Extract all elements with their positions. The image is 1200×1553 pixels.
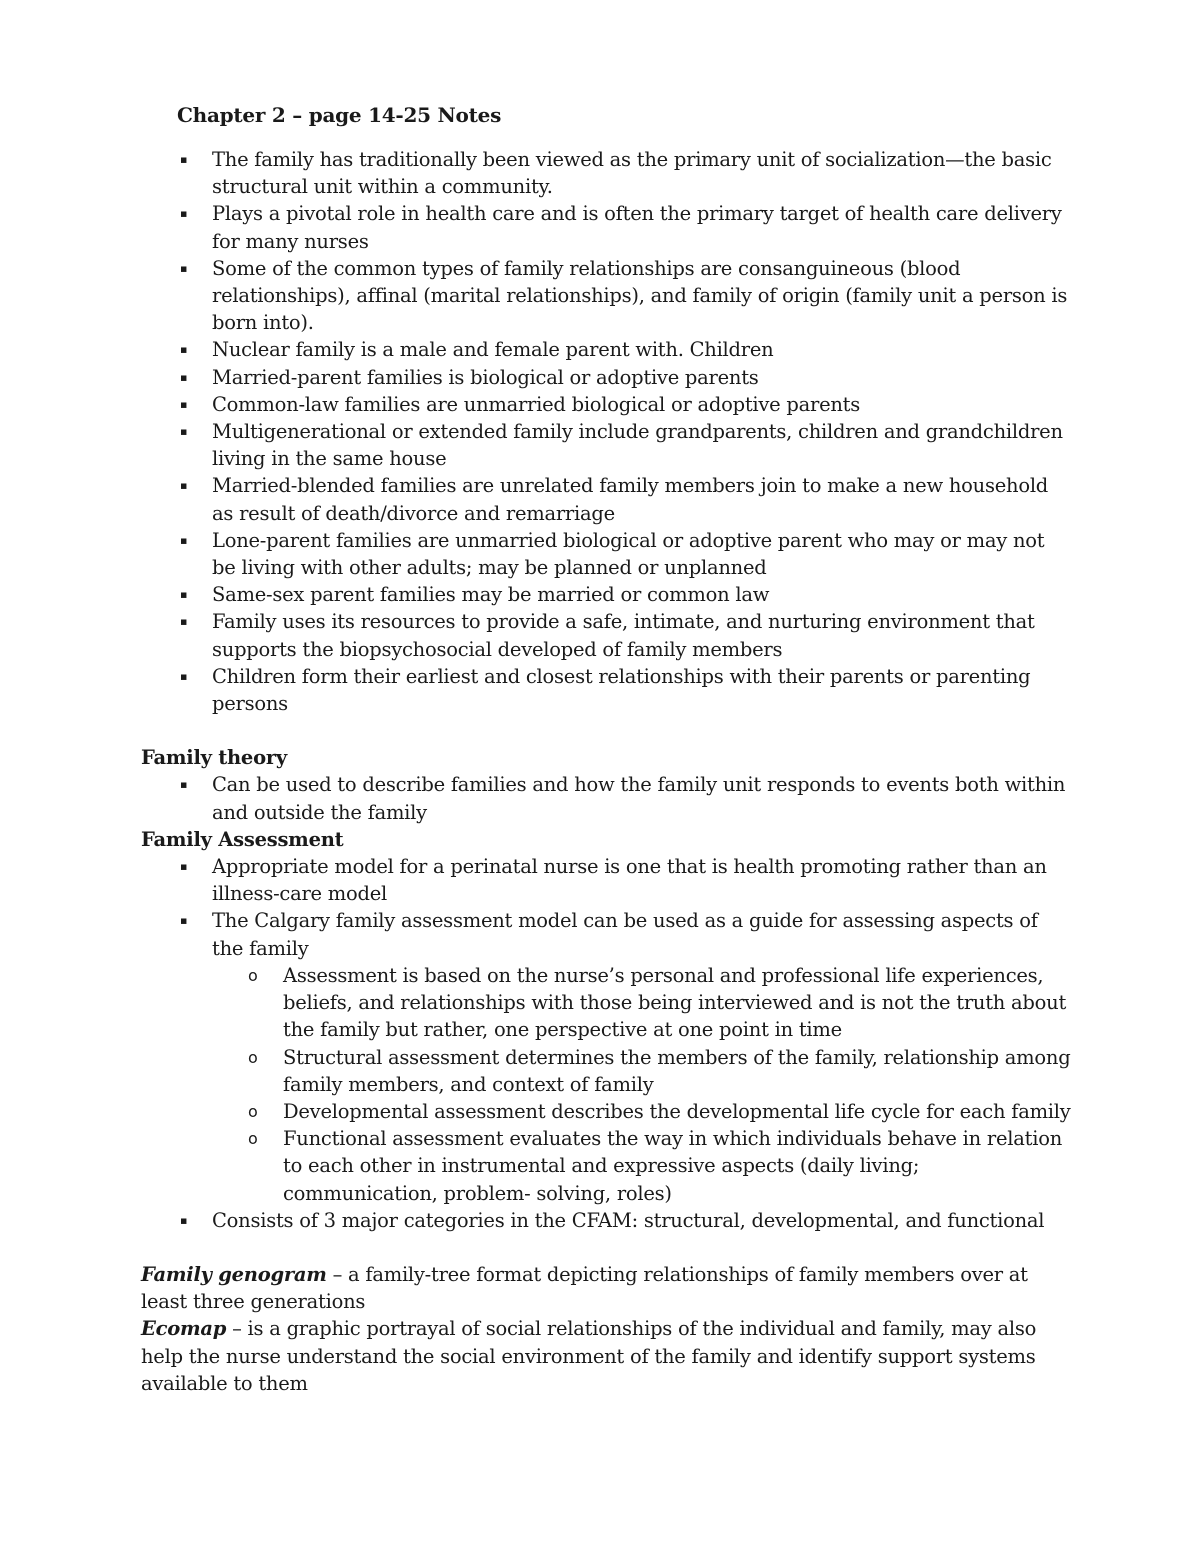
family-assessment-bullet-list [141,853,1071,1234]
square-bullet-icon: ▪ [180,207,188,221]
definition-term: Family genogram [141,1262,327,1286]
spacer [141,1234,1071,1261]
square-bullet-icon: ▪ [180,370,188,384]
list-item: ▪ Some of the common types of family relationships are consanguineous (blood relationships), affinal (marital relationships), and family of origin (family unit a person is born into). [180,256,1068,335]
square-bullet-icon: ▪ [180,425,188,439]
square-bullet-icon: ▪ [180,588,188,602]
list-item: ▪ Married-blended families are unrelated family members join to make a new household as result of death/divorce and remarriage [180,474,1049,525]
square-bullet-icon: ▪ [180,261,188,275]
intro-bullet-list [141,146,1071,717]
list-item: ▪ Multigenerational or extended family include grandparents, children and grandchildren living in the same house [180,420,1063,471]
spacer [141,717,1071,744]
definition-term: Ecomap [141,1317,227,1341]
list-item: ▪ Family uses its resources to provide a safe, intimate, and nurturing environment that supports the biopsychosocial developed of family members [180,610,1035,661]
chapter-title: Chapter 2 – page 14-25 Notes [177,103,502,127]
square-bullet-icon: ▪ [180,778,188,792]
square-bullet-icon: ▪ [180,914,188,928]
square-bullet-icon: ▪ [180,533,188,547]
family-theory-heading: Family theory [141,746,287,770]
list-item: ▪ Common-law families are unmarried biological or adoptive parents [141,391,1071,418]
list-item: ▪ The Calgary family assessment model can be used as a guide for assessing aspects of the family [180,909,1038,960]
circle-bullet-icon: o [248,1101,258,1121]
definition-genogram [141,1261,1071,1315]
list-item: ▪ Consists of 3 major categories in the CFAM: structural, developmental, and functional [141,1207,1071,1234]
sub-list-item: o Functional assessment evaluates the way in which individuals behave in relation to each other in instrumental and expressive aspects (daily living; communication, problem- solving, roles) [248,1127,1063,1205]
document-content [141,100,1071,1397]
square-bullet-icon: ▪ [180,343,188,357]
circle-bullet-icon: o [248,1047,258,1067]
circle-bullet-icon: o [248,965,258,985]
square-bullet-icon: ▪ [180,669,188,683]
list-item: ▪ Plays a pivotal role in health care and is often the primary target of health care delivery for many nurses [180,202,1062,253]
square-bullet-icon: ▪ [180,615,188,629]
list-item: ▪ Children form their earliest and closest relationships with their parents or parenting persons [180,664,1031,716]
definition-text: – is a graphic portrayal of social relationships of the individual and family, may also help the nurse understand the social environment of the family and identify support systems available to them [141,1317,1037,1395]
square-bullet-icon: ▪ [180,153,188,166]
square-bullet-icon: ▪ [180,1213,188,1227]
circle-bullet-icon: o [248,1129,258,1149]
list-item: ▪ Lone-parent families are unmarried biological or adoptive parent who may or may not be living with other adults; may be planned or unplanned [180,528,1045,580]
sub-list-item: o Developmental assessment describes the developmental life cycle for each family [141,1098,1071,1125]
list-item: ▪ Married-parent families is biological or adoptive parents [141,364,1071,391]
definition-text: – a family-tree format depicting relationships of family members over at least three generations [141,1262,1028,1314]
list-item: ▪ Can be used to describe families and how the family unit responds to events both within and outside the family [180,773,1066,824]
list-item: ▪ The family has traditionally been viewed as the primary unit of socialization—the basic structural unit within a community. [180,148,1052,199]
cfam-sub-bullet-list [141,962,1071,1207]
sub-list-container [141,962,1071,1207]
sub-list-item: o Assessment is based on the nurse’s personal and professional life experiences, beliefs, and relationships with those being interviewed and is not the truth about the family but rather, one perspective at one point in time [248,963,1067,1042]
definition-ecomap [141,1315,1071,1397]
square-bullet-icon: ▪ [180,479,188,493]
list-item: ▪ Appropriate model for a perinatal nurse is one that is health promoting rather than an illness-care model [180,855,1047,906]
square-bullet-icon: ▪ [180,860,188,874]
list-item: ▪ Same-sex parent families may be married or common law [141,581,1071,608]
sub-list-item: o Structural assessment determines the members of the family, relationship among family members, and context of family [248,1045,1071,1096]
square-bullet-icon: ▪ [180,397,188,411]
family-assessment-heading: Family Assessment [141,827,344,851]
list-item: ▪ Nuclear family is a male and female parent with. Children [141,336,1071,363]
family-theory-bullet-list [141,771,1071,825]
